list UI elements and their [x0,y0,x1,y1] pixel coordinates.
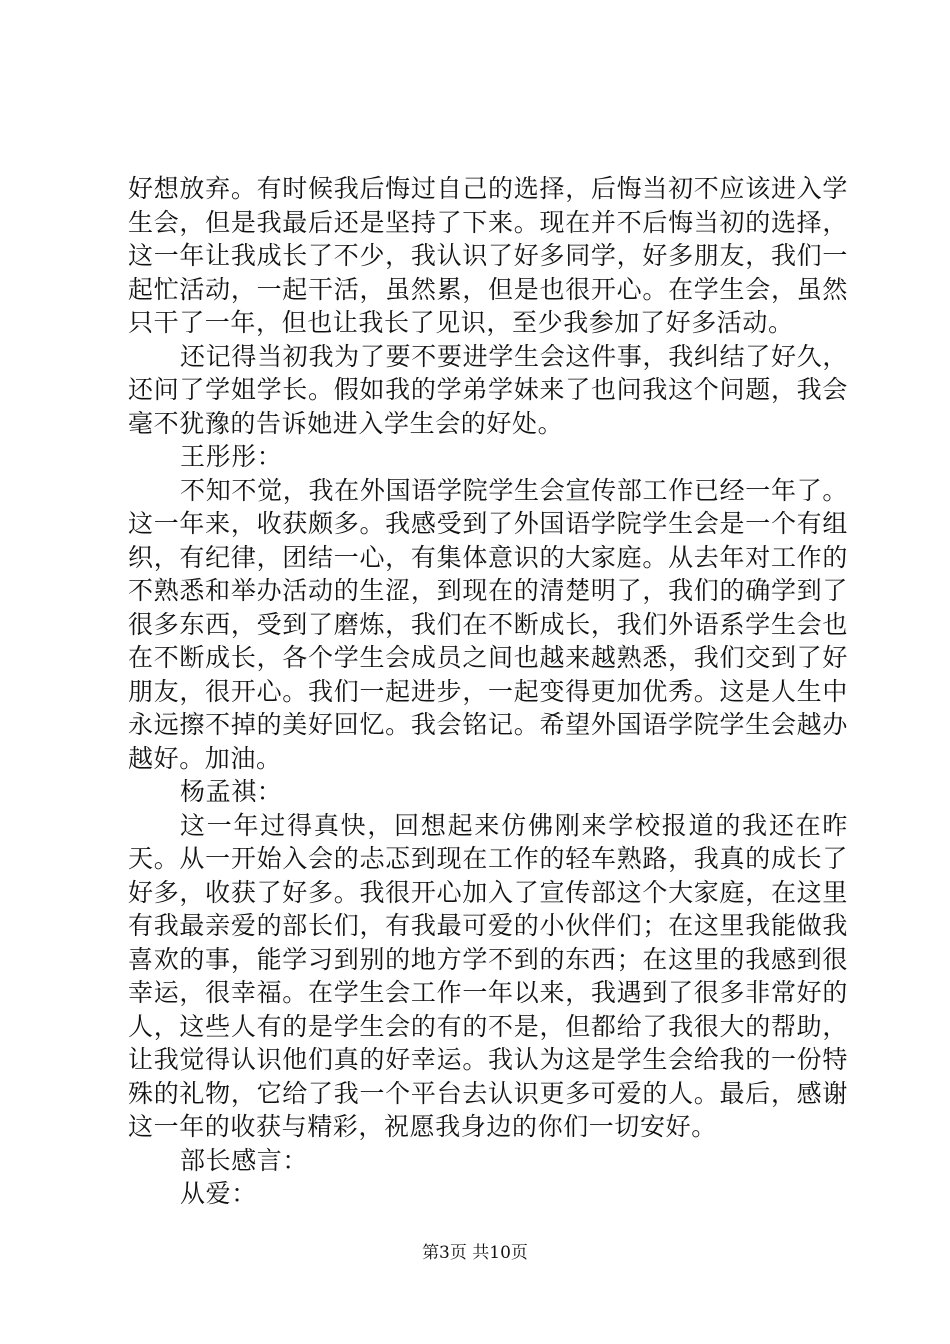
paragraph-wang-tongtong: 不知不觉，我在外国语学院学生会宣传部工作已经一年了。这一年来，收获颇多。我感受到了外国语学院学生会是一个有组织，有纪律，团结一心，有集体意识的大家庭。从去年对工作的不熟悉和举办活动的生涩，到现在的清楚明了，我们的确学到了很多东西，受到了磨炼，我们在不断成长，我们外语系学生会也在不断成长，各个学生会成员之间也越来越熟悉，我们交到了好朋友，很开心。我们一起进步，一起变得更加优秀。这是人生中永远擦不掉的美好回忆。我会铭记。希望外国语学院学生会越办越好。加油。 [128,475,848,773]
section-heading-minister-remarks: 部长感言： [180,1145,309,1175]
speaker-name-cong-ai: 从爱： [180,1179,257,1208]
document-body [128,172,848,1211]
speaker-name-yang-mengqi: 杨孟祺： [180,777,283,806]
paragraph-continuation: 好想放弃。有时候我后悔过自己的选择，后悔当初不应该进入学生会，但是我最后还是坚持了下来。现在并不后悔当初的选择，这一年让我成长了不少，我认识了好多同学，好多朋友，我们一起忙活动，一起干活，虽然累，但是也很开心。在学生会，虽然只干了一年，但也让我长了见识，至少我参加了好多活动。 [128,174,848,337]
page-number-footer: 第3页 共10页 [422,1243,528,1263]
paragraph-yang-mengqi: 这一年过得真快，回想起来仿佛刚来学校报道的我还在昨天。从一开始入会的忐忑到现在工作的轻车熟路，我真的成长了好多，收获了好多。我很开心加入了宣传部这个大家庭，在这里有我最亲爱的部长们，有我最可爱的小伙伴们；在这里我能做我喜欢的事，能学习到别的地方学不到的东西；在这里的我感到很幸运，很幸福。在学生会工作一年以来，我遇到了很多非常好的人，这些人有的是学生会的有的不是，但都给了我很大的帮助，让我觉得认识他们真的好幸运。我认为这是学生会给我的一份特殊的礼物，它给了我一个平台去认识更多可爱的人。最后，感谢这一年的收获与精彩，祝愿我身边的你们一切安好。 [128,810,848,1141]
speaker-name-wang-tongtong: 王彤彤： [180,442,283,471]
paragraph-reflection: 还记得当初我为了要不要进学生会这件事，我纠结了好久，还问了学姐学长。假如我的学弟学妹来了也问我这个问题，我会毫不犹豫的告诉她进入学生会的好处。 [128,341,848,438]
